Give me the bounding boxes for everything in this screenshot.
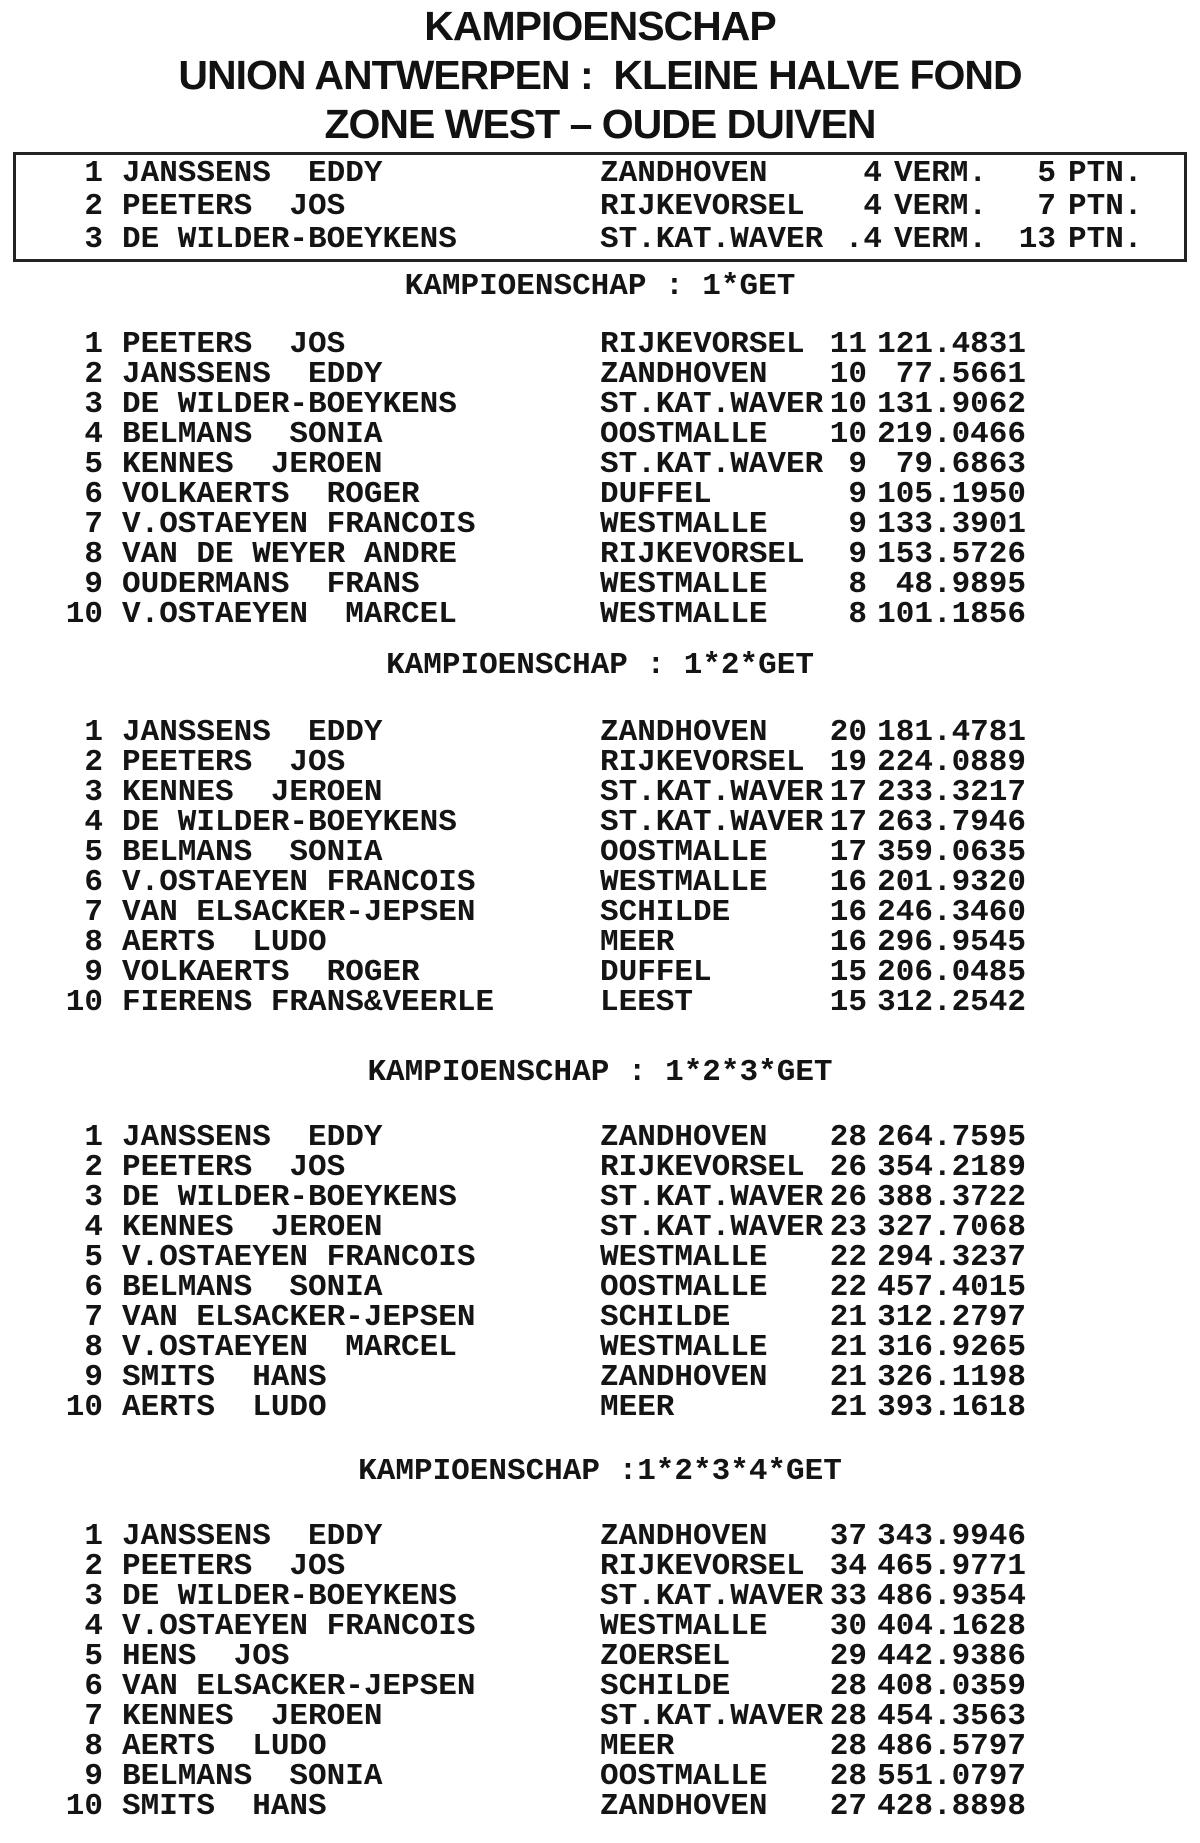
fancier-name: AERTS LUDO [122, 1390, 327, 1425]
coefficient: 428.8898 [877, 1789, 1026, 1824]
fancier-name: OUDERMANS FRANS [122, 567, 420, 602]
rank: 8 [84, 537, 103, 572]
prize-count: 11 [829, 327, 867, 362]
locality: RIJKEVORSEL [600, 537, 805, 572]
table-row [0, 775, 1200, 810]
rank: 8 [84, 925, 103, 960]
fancier-name: BELMANS SONIA [122, 1759, 383, 1794]
prize-count: 9 [848, 537, 867, 572]
prize-count: 19 [829, 745, 867, 780]
table-row [0, 1729, 1200, 1764]
table-row [0, 477, 1200, 512]
fancier-name: KENNES JEROEN [122, 775, 383, 810]
coefficient: 206.0485 [877, 955, 1026, 990]
coefficient: 393.1618 [877, 1390, 1026, 1425]
fancier-name: VAN ELSACKER-JEPSEN [122, 1300, 476, 1335]
prize-count: 10 [829, 387, 867, 422]
coefficient: 133.3901 [877, 507, 1026, 542]
fancier-name: VAN ELSACKER-JEPSEN [122, 895, 476, 930]
ptn-label: PTN. [1068, 222, 1143, 257]
rank: 9 [84, 1759, 103, 1794]
prize-count: 30 [829, 1609, 867, 1644]
locality: ZOERSEL [600, 1639, 731, 1674]
rank: 2 [84, 189, 103, 224]
rank: 5 [84, 1639, 103, 1674]
coefficient: 442.9386 [877, 1639, 1026, 1674]
coefficient: 316.9265 [877, 1330, 1026, 1365]
fancier-name: DE WILDER-BOEYKENS [122, 805, 457, 840]
prize-count: 26 [829, 1150, 867, 1185]
prize-count: 9 [848, 507, 867, 542]
fancier-name: VAN DE WEYER ANDRE [122, 537, 457, 572]
fancier-name: VOLKAERTS ROGER [122, 955, 420, 990]
fancier-name: SMITS HANS [122, 1360, 327, 1395]
fancier-name: BELMANS SONIA [122, 835, 383, 870]
verm-count: .4 [844, 222, 882, 257]
locality: WESTMALLE [600, 865, 768, 900]
table-row [0, 507, 1200, 542]
coefficient: 48.9895 [895, 567, 1026, 602]
rank: 5 [84, 447, 103, 482]
prize-count: 10 [829, 417, 867, 452]
rank: 7 [84, 507, 103, 542]
section-1-2-get [0, 648, 1200, 1020]
locality: ZANDHOVEN [600, 715, 768, 750]
fancier-name: V.OSTAEYEN MARCEL [122, 1330, 457, 1365]
locality: ST.KAT.WAVER [600, 222, 824, 257]
locality: ST.KAT.WAVER [600, 805, 824, 840]
ptn-count: 7 [1037, 189, 1056, 224]
section-1-2-3-4-get [0, 1454, 1200, 1824]
locality: WESTMALLE [600, 597, 768, 632]
table-row [0, 1240, 1200, 1275]
coefficient: 101.1856 [877, 597, 1026, 632]
fancier-name: BELMANS SONIA [122, 417, 383, 452]
rank: 1 [84, 1519, 103, 1554]
fancier-name: PEETERS JOS [122, 189, 346, 224]
fancier-name: AERTS LUDO [122, 1729, 327, 1764]
ptn-label: PTN. [1068, 156, 1143, 191]
rank: 10 [65, 597, 103, 632]
fancier-name: JANSSENS EDDY [122, 357, 383, 392]
rank: 2 [84, 745, 103, 780]
rank: 1 [84, 156, 103, 191]
table-row [0, 417, 1200, 452]
coefficient: 153.5726 [877, 537, 1026, 572]
coefficient: 465.9771 [877, 1549, 1026, 1584]
locality: ZANDHOVEN [600, 357, 768, 392]
results-table [0, 715, 1200, 1020]
coefficient: 326.1198 [877, 1360, 1026, 1395]
coefficient: 486.9354 [877, 1579, 1026, 1614]
table-row [0, 1120, 1200, 1155]
table-row [0, 1180, 1200, 1215]
table-row [0, 537, 1200, 572]
rank: 3 [84, 1180, 103, 1215]
table-row [0, 357, 1200, 392]
locality: RIJKEVORSEL [600, 1150, 805, 1185]
table-row [0, 1789, 1200, 1824]
table-row [0, 1549, 1200, 1584]
title-line-zone: ZONE WEST – OUDE DUIVEN [324, 101, 876, 147]
rank: 8 [84, 1729, 103, 1764]
fancier-name: JANSSENS EDDY [122, 715, 383, 750]
fancier-name: KENNES JEROEN [122, 1210, 383, 1245]
coefficient: 354.2189 [877, 1150, 1026, 1185]
fancier-name: DE WILDER-BOEYKENS [122, 222, 457, 257]
rank: 4 [84, 417, 103, 452]
locality: WESTMALLE [600, 1330, 768, 1365]
prize-count: 28 [829, 1669, 867, 1704]
locality: WESTMALLE [600, 567, 768, 602]
fancier-name: BELMANS SONIA [122, 1270, 383, 1305]
coefficient: 457.4015 [877, 1270, 1026, 1305]
rank: 7 [84, 1699, 103, 1734]
fancier-name: VOLKAERTS ROGER [122, 477, 420, 512]
ptn-label: PTN. [1068, 189, 1143, 224]
overall-standings-row [16, 223, 1184, 256]
fancier-name: V.OSTAEYEN FRANCOIS [122, 1609, 476, 1644]
table-row [0, 1330, 1200, 1365]
locality: ST.KAT.WAVER [600, 1180, 824, 1215]
fancier-name: JANSSENS EDDY [122, 1519, 383, 1554]
table-row [0, 1579, 1200, 1614]
prize-count: 23 [829, 1210, 867, 1245]
table-row [0, 1150, 1200, 1185]
fancier-name: DE WILDER-BOEYKENS [122, 1180, 457, 1215]
table-row [0, 327, 1200, 362]
coefficient: 264.7595 [877, 1120, 1026, 1155]
section-heading: KAMPIOENSCHAP : 1*2*3*GET [367, 1055, 833, 1090]
prize-count: 22 [829, 1270, 867, 1305]
table-row [0, 597, 1200, 632]
locality: ST.KAT.WAVER [600, 447, 824, 482]
rank: 6 [84, 865, 103, 900]
locality: ZANDHOVEN [600, 156, 768, 191]
table-row [0, 895, 1200, 930]
prize-count: 21 [829, 1390, 867, 1425]
locality: MEER [600, 1729, 675, 1764]
locality: SCHILDE [600, 1300, 731, 1335]
coefficient: 408.0359 [877, 1669, 1026, 1704]
rank: 2 [84, 1150, 103, 1185]
fancier-name: JANSSENS EDDY [122, 156, 383, 191]
rank: 5 [84, 1240, 103, 1275]
prize-count: 21 [829, 1300, 867, 1335]
coefficient: 454.3563 [877, 1699, 1026, 1734]
table-row [0, 925, 1200, 960]
rank: 6 [84, 477, 103, 512]
prize-count: 17 [829, 775, 867, 810]
overall-standings-row [16, 190, 1184, 223]
table-row [0, 1519, 1200, 1554]
fancier-name: V.OSTAEYEN FRANCOIS [122, 865, 476, 900]
locality: OOSTMALLE [600, 417, 768, 452]
table-row [0, 387, 1200, 422]
locality: ZANDHOVEN [600, 1360, 768, 1395]
locality: WESTMALLE [600, 507, 768, 542]
coefficient: 121.4831 [877, 327, 1026, 362]
rank: 4 [84, 1609, 103, 1644]
coefficient: 327.7068 [877, 1210, 1026, 1245]
prize-count: 15 [829, 955, 867, 990]
coefficient: 79.6863 [895, 447, 1026, 482]
verm-label: VERM. [894, 156, 988, 191]
table-row [0, 447, 1200, 482]
verm-count: 4 [863, 189, 882, 224]
fancier-name: PEETERS JOS [122, 1150, 346, 1185]
prize-count: 20 [829, 715, 867, 750]
locality: SCHILDE [600, 895, 731, 930]
table-row [0, 1639, 1200, 1674]
prize-count: 17 [829, 805, 867, 840]
overall-standings-row [16, 157, 1184, 190]
table-row [0, 715, 1200, 750]
rank: 9 [84, 955, 103, 990]
prize-count: 37 [829, 1519, 867, 1554]
locality: DUFFEL [600, 955, 712, 990]
fancier-name: V.OSTAEYEN FRANCOIS [122, 507, 476, 542]
section-heading: KAMPIOENSCHAP : 1*GET [404, 269, 796, 304]
fancier-name: JANSSENS EDDY [122, 1120, 383, 1155]
table-row [0, 1300, 1200, 1335]
coefficient: 343.9946 [877, 1519, 1026, 1554]
prize-count: 16 [829, 925, 867, 960]
locality: OOSTMALLE [600, 1270, 768, 1305]
coefficient: 224.0889 [877, 745, 1026, 780]
prize-count: 15 [829, 985, 867, 1020]
section-heading: KAMPIOENSCHAP :1*2*3*4*GET [358, 1454, 842, 1489]
locality: RIJKEVORSEL [600, 745, 805, 780]
table-row [0, 1210, 1200, 1245]
fancier-name: FIERENS FRANS&VEERLE [122, 985, 495, 1020]
locality: ST.KAT.WAVER [600, 775, 824, 810]
rank: 2 [84, 1549, 103, 1584]
prize-count: 21 [829, 1360, 867, 1395]
results-table [0, 1519, 1200, 1824]
overall-standings-box [13, 152, 1187, 262]
locality: RIJKEVORSEL [600, 1549, 805, 1584]
locality: ST.KAT.WAVER [600, 1579, 824, 1614]
coefficient: 181.4781 [877, 715, 1026, 750]
locality: SCHILDE [600, 1669, 731, 1704]
table-row [0, 745, 1200, 780]
prize-count: 28 [829, 1729, 867, 1764]
table-row [0, 835, 1200, 870]
fancier-name: KENNES JEROEN [122, 447, 383, 482]
rank: 2 [84, 357, 103, 392]
prize-count: 28 [829, 1759, 867, 1794]
rank: 10 [65, 1789, 103, 1824]
locality: ST.KAT.WAVER [600, 1210, 824, 1245]
ptn-count: 5 [1037, 156, 1056, 191]
ptn-count: 13 [1018, 222, 1056, 257]
prize-count: 10 [829, 357, 867, 392]
coefficient: 105.1950 [877, 477, 1026, 512]
locality: ST.KAT.WAVER [600, 387, 824, 422]
table-row [0, 1390, 1200, 1425]
rank: 4 [84, 1210, 103, 1245]
coefficient: 233.3217 [877, 775, 1026, 810]
rank: 10 [65, 985, 103, 1020]
locality: ZANDHOVEN [600, 1789, 768, 1824]
prize-count: 28 [829, 1120, 867, 1155]
results-table [0, 1120, 1200, 1425]
locality: WESTMALLE [600, 1609, 768, 1644]
coefficient: 312.2542 [877, 985, 1026, 1020]
locality: OOSTMALLE [600, 835, 768, 870]
rank: 3 [84, 775, 103, 810]
verm-label: VERM. [894, 222, 988, 257]
coefficient: 388.3722 [877, 1180, 1026, 1215]
coefficient: 219.0466 [877, 417, 1026, 452]
fancier-name: AERTS LUDO [122, 925, 327, 960]
prize-count: 9 [848, 477, 867, 512]
prize-count: 16 [829, 865, 867, 900]
fancier-name: KENNES JEROEN [122, 1699, 383, 1734]
prize-count: 16 [829, 895, 867, 930]
section-heading: KAMPIOENSCHAP : 1*2*GET [386, 648, 814, 683]
fancier-name: V.OSTAEYEN MARCEL [122, 597, 457, 632]
fancier-name: DE WILDER-BOEYKENS [122, 387, 457, 422]
prize-count: 17 [829, 835, 867, 870]
locality: RIJKEVORSEL [600, 327, 805, 362]
rank: 3 [84, 222, 103, 257]
title-line-union: UNION ANTWERPEN : KLEINE HALVE FOND [178, 52, 1022, 98]
prize-count: 8 [848, 567, 867, 602]
prize-count: 34 [829, 1549, 867, 1584]
fancier-name: PEETERS JOS [122, 327, 346, 362]
rank: 9 [84, 567, 103, 602]
locality: ST.KAT.WAVER [600, 1699, 824, 1734]
fancier-name: VAN ELSACKER-JEPSEN [122, 1669, 476, 1704]
rank: 1 [84, 715, 103, 750]
rank: 1 [84, 1120, 103, 1155]
coefficient: 131.9062 [877, 387, 1026, 422]
rank: 1 [84, 327, 103, 362]
locality: DUFFEL [600, 477, 712, 512]
prize-count: 29 [829, 1639, 867, 1674]
locality: MEER [600, 925, 675, 960]
fancier-name: HENS JOS [122, 1639, 290, 1674]
fancier-name: PEETERS JOS [122, 745, 346, 780]
locality: WESTMALLE [600, 1240, 768, 1275]
prize-count: 28 [829, 1699, 867, 1734]
document-header [0, 0, 1200, 149]
prize-count: 22 [829, 1240, 867, 1275]
results-table [0, 327, 1200, 632]
coefficient: 359.0635 [877, 835, 1026, 870]
fancier-name: DE WILDER-BOEYKENS [122, 1579, 457, 1614]
locality: ZANDHOVEN [600, 1120, 768, 1155]
prize-count: 9 [848, 447, 867, 482]
section-1-get [0, 269, 1200, 632]
table-row [0, 1759, 1200, 1794]
title-line-championship: KAMPIOENSCHAP [424, 3, 776, 49]
locality: OOSTMALLE [600, 1759, 768, 1794]
coefficient: 246.3460 [877, 895, 1026, 930]
locality: MEER [600, 1390, 675, 1425]
verm-count: 4 [863, 156, 882, 191]
rank: 9 [84, 1360, 103, 1395]
coefficient: 312.2797 [877, 1300, 1026, 1335]
rank: 8 [84, 1330, 103, 1365]
prize-count: 33 [829, 1579, 867, 1614]
prize-count: 21 [829, 1330, 867, 1365]
rank: 10 [65, 1390, 103, 1425]
coefficient: 294.3237 [877, 1240, 1026, 1275]
locality: ZANDHOVEN [600, 1519, 768, 1554]
fancier-name: PEETERS JOS [122, 1549, 346, 1584]
prize-count: 27 [829, 1789, 867, 1824]
coefficient: 486.5797 [877, 1729, 1026, 1764]
locality: RIJKEVORSEL [600, 189, 805, 224]
table-row [0, 1609, 1200, 1644]
rank: 7 [84, 895, 103, 930]
coefficient: 77.5661 [895, 357, 1026, 392]
table-row [0, 1360, 1200, 1395]
verm-label: VERM. [894, 189, 988, 224]
coefficient: 551.0797 [877, 1759, 1026, 1794]
rank: 3 [84, 387, 103, 422]
fancier-name: V.OSTAEYEN FRANCOIS [122, 1240, 476, 1275]
coefficient: 296.9545 [877, 925, 1026, 960]
table-row [0, 1270, 1200, 1305]
prize-count: 8 [848, 597, 867, 632]
coefficient: 404.1628 [877, 1609, 1026, 1644]
rank: 4 [84, 805, 103, 840]
rank: 3 [84, 1579, 103, 1614]
rank: 6 [84, 1669, 103, 1704]
rank: 6 [84, 1270, 103, 1305]
rank: 5 [84, 835, 103, 870]
coefficient: 263.7946 [877, 805, 1026, 840]
table-row [0, 567, 1200, 602]
table-row [0, 1669, 1200, 1704]
table-row [0, 1699, 1200, 1734]
prize-count: 26 [829, 1180, 867, 1215]
table-row [0, 955, 1200, 990]
table-row [0, 985, 1200, 1020]
section-1-2-3-get [0, 1055, 1200, 1425]
table-row [0, 805, 1200, 840]
table-row [0, 865, 1200, 900]
rank: 7 [84, 1300, 103, 1335]
fancier-name: SMITS HANS [122, 1789, 327, 1824]
locality: LEEST [600, 985, 694, 1020]
coefficient: 201.9320 [877, 865, 1026, 900]
